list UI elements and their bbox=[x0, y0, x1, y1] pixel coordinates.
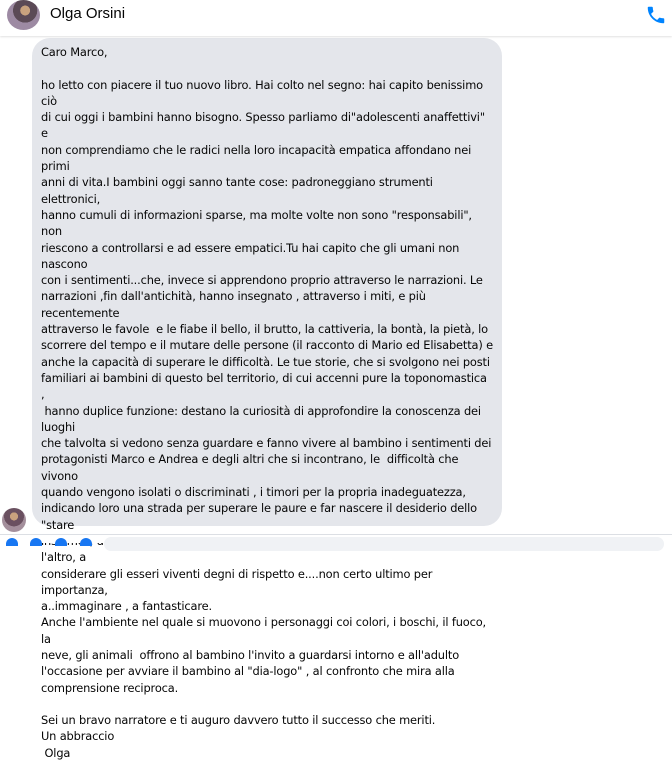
message-input[interactable] bbox=[104, 537, 664, 551]
sticker-icon[interactable] bbox=[55, 538, 67, 546]
contact-name[interactable]: Olga Orsini bbox=[50, 5, 126, 22]
message-closing: Sei un bravo narratore e ti auguro davvero tutto il successo che meriti. Un abbraccio Olga bbox=[41, 713, 436, 760]
message-body: ho letto con piacere il tuo nuovo libro. Hai colto nel segno: hai capito benissimo ciò di cui oggi i bambini hanno bisogno. Spesso parliamo di"adolescenti anaffettivi" e non comprendiamo che le radici nella loro incapacità empatica affondano nei primi anni di vita.I bambini oggi sanno tante cose: padroneggiano strumenti elettronici, hanno cumuli di informazioni sparse, ma molte volte non sono "responsabili", non riescono a controllarsi e ad essere empatici.Tu hai capito che gli umani non nascono con i sentimenti...che, invece si apprendono proprio attraverso le narrazioni. Le narrazioni ,fin dall'antichità, hanno insegnato , attraverso i miti, e più recentemente attraverso le favole e le fiabe il bello, il brutto, la cattiveria, la bontà, la pietà, lo scorrere del tempo e il mutare delle persone (il racconto di Mario ed Elisabetta) e anche la capacità di superare le difficoltà. Le tue storie, che si svolgono nei posti familiari ai bambini di questo bel territorio, di cui accenni pure la toponomastica , hanno duplice funzione: destano la curiosità di approfondire la conoscenza dei luoghi che talvolta si vedono senza guardare e fanno vivere al bambino i sentimenti dei protagonisti Marco e Andrea e degli altri che si incontrano, le difficoltà che vivono quando vengono isolati o discriminati , i timori per la propria inadeguatezza, indicando loro una strada per superare le paure e far nascere il desiderio dello "stare l'altro, a considerare gli esseri viventi degni di rispetto e....non certo ultimo per importanza, a..immaginare , a fantasticare. Anche l'ambiente nel quale si muovono i personaggi coi colori, i boschi, il fuoco, la neve, gli animali offrono al bambino l'invito a guardarsi intorno e all'adulto l'occasione per avviare il bambino al "dia-logo" , al confronto che mira alla comprensione reciproca. bbox=[41, 77, 493, 695]
contact-avatar[interactable] bbox=[7, 0, 40, 30]
message-bubble bbox=[32, 38, 502, 760]
gif-icon[interactable] bbox=[80, 538, 92, 546]
plus-icon[interactable] bbox=[6, 538, 18, 546]
message-greeting: Caro Marco, bbox=[41, 45, 108, 59]
chat-header bbox=[0, 0, 672, 36]
image-icon[interactable] bbox=[30, 538, 42, 546]
phone-icon[interactable] bbox=[645, 4, 667, 26]
sender-avatar bbox=[2, 508, 26, 532]
